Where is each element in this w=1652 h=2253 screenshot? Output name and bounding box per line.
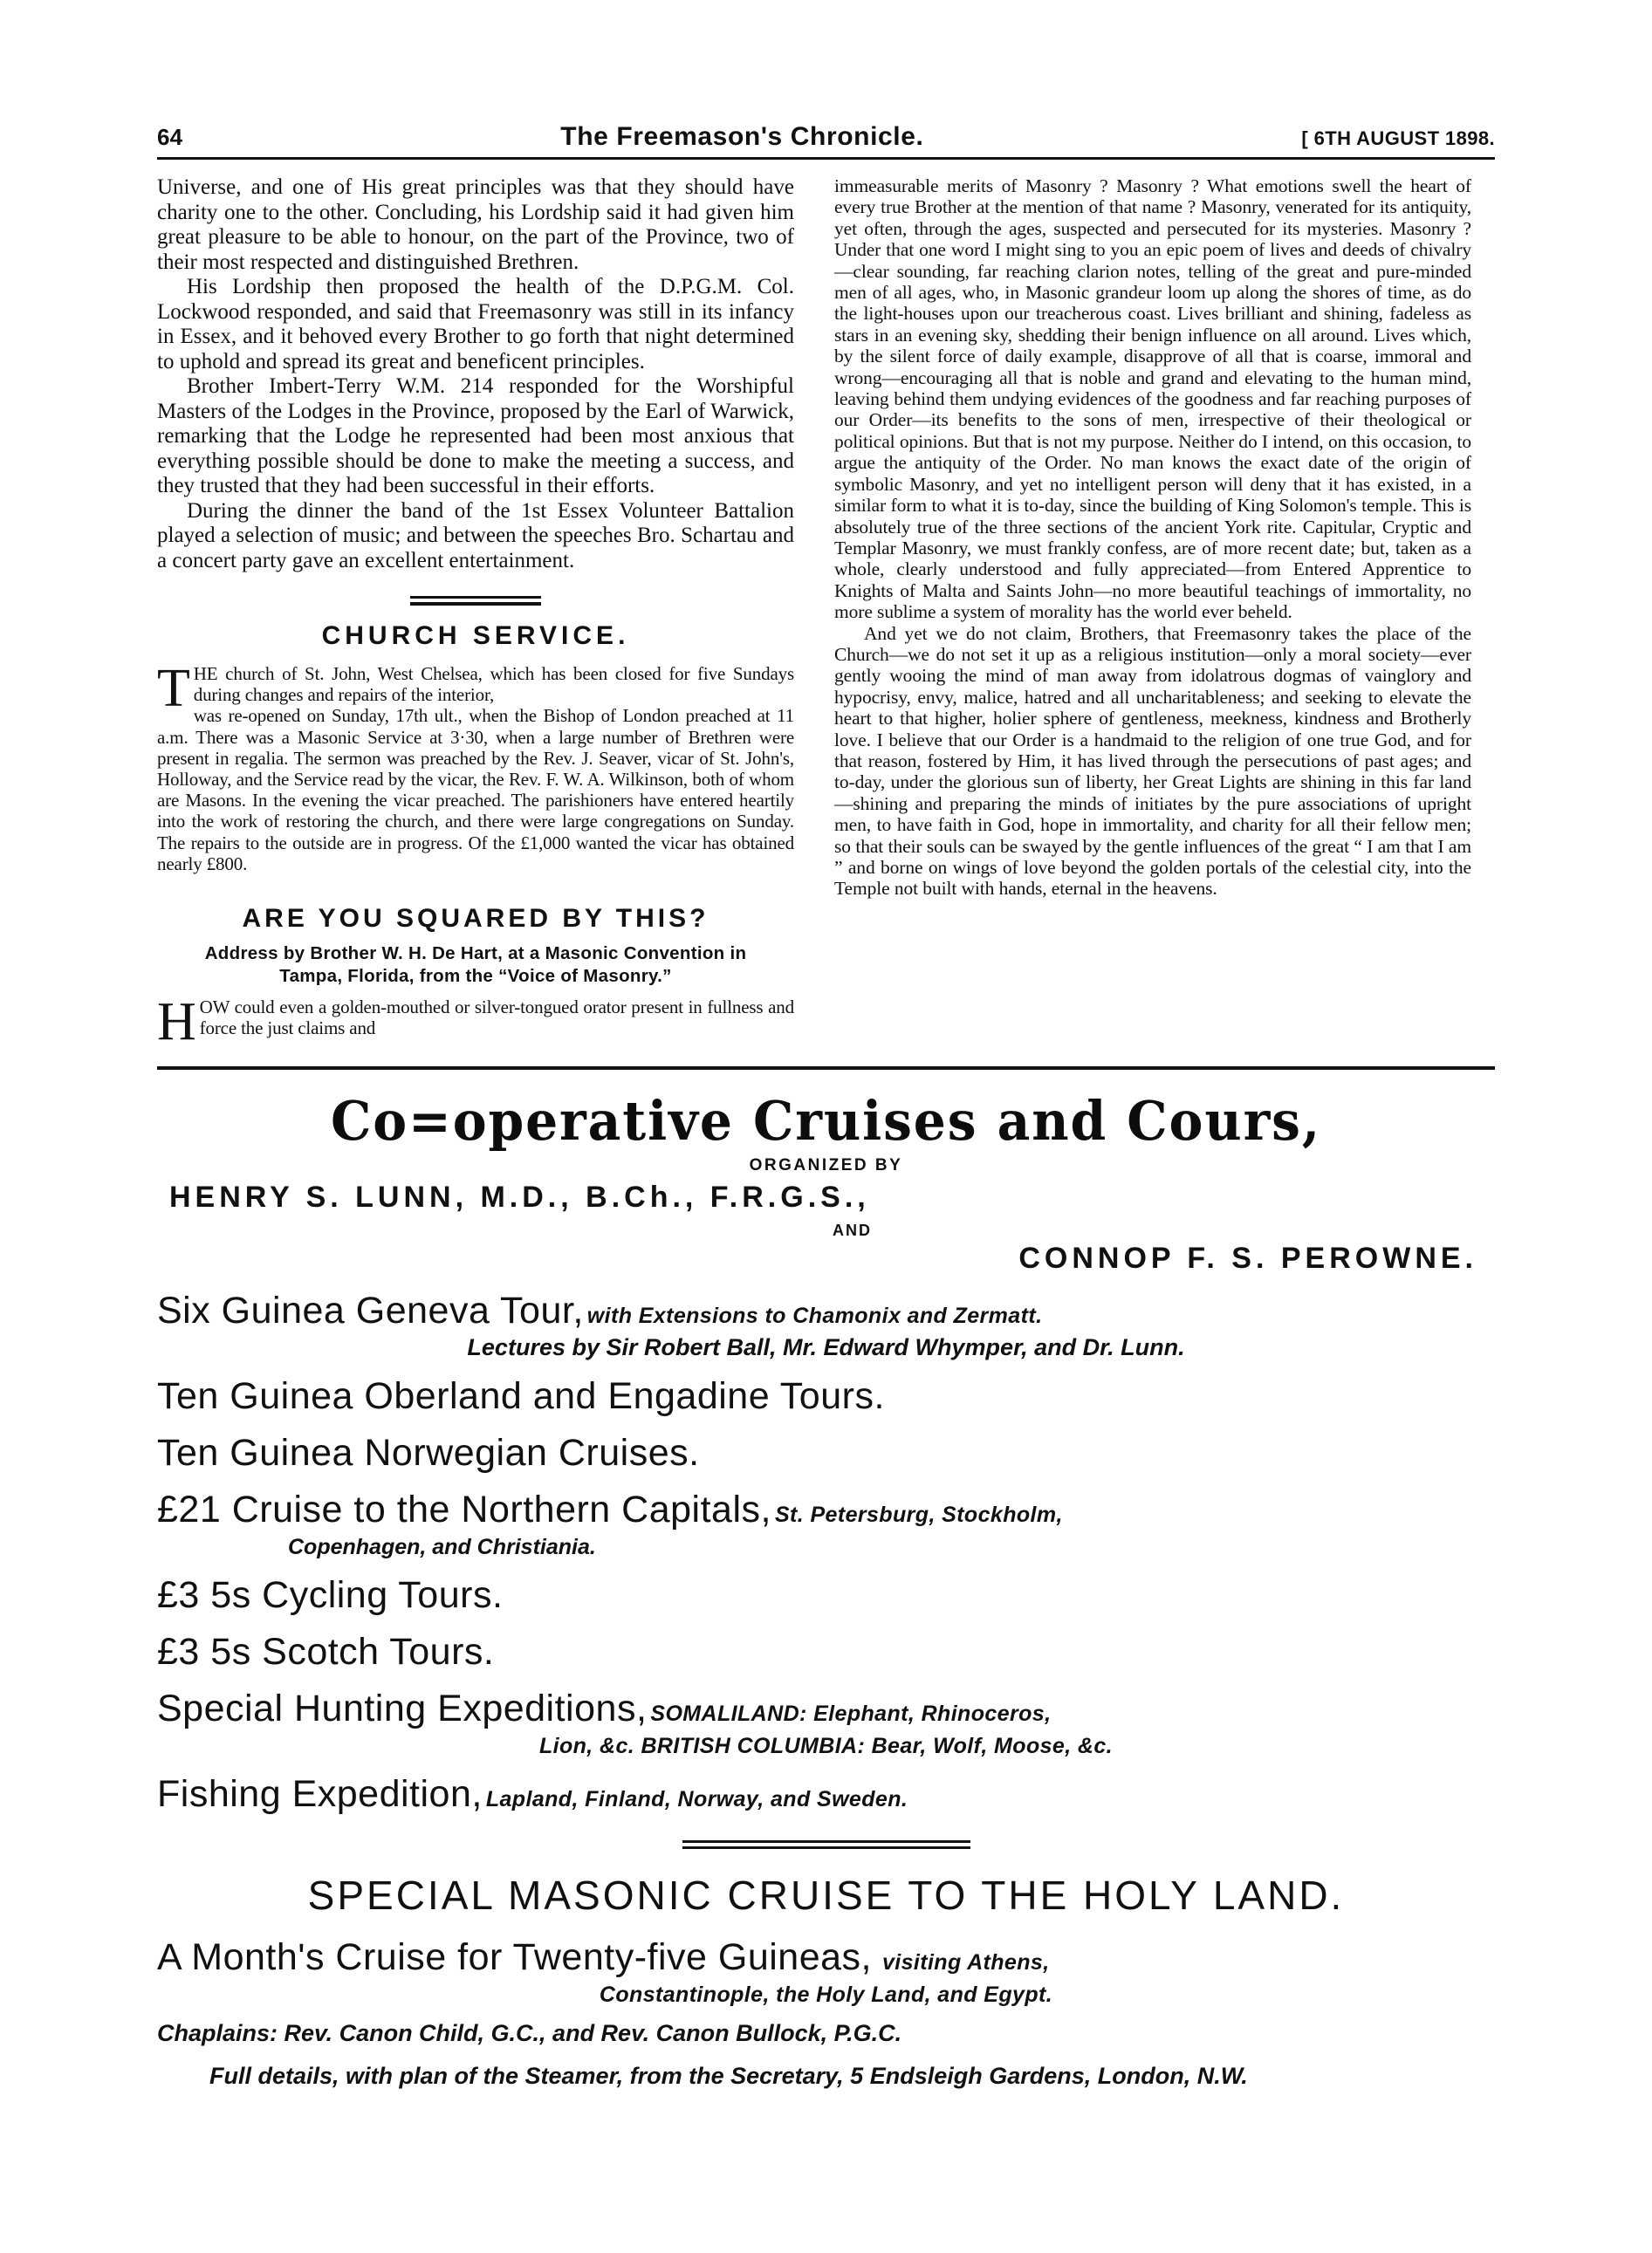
tour-subline: Lectures by Sir Robert Ball, Mr. Edward Whymper, and Dr. Lunn. (467, 1334, 1185, 1361)
tour-detail: SOMALILAND: Elephant, Rhinoceros, (650, 1702, 1052, 1727)
organizer-name-primary: HENRY S. LUNN, M.D., B.Ch., F.R.G.S., (169, 1181, 870, 1215)
body-columns (157, 175, 1495, 1052)
tour-title: Special Hunting Expeditions, (157, 1688, 648, 1730)
paragraph: Universe, and one of His great principles was that they should have charity one to the other. Concluding, his Lordship said it had given him great pleasure to be able to honour, on the part of the Province, two of their most respected and distinguished Brethren. (157, 175, 794, 274)
date-text: 6TH AUGUST 1898. (1313, 127, 1495, 149)
tour-item (157, 1688, 1495, 1759)
paragraph: And yet we do not claim, Brothers, that Freemasonry takes the place of the Church—we do not set it up as a religious institution—only a moral society—ever gently wooing the mind of man away from idolatrous dogmas of vainglory and hypocrisy, envy, malice, hatred and all uncharitableness; and seeking to elevate the heart to that higher, holier sphere of gentleness, meekness, kindness and Brotherly love. I believe that our Order is a handmaid to the religion of one true God, and for that reason, fostered by Him, it has lived through the persecutions of past ages; and to-day, under the glorious sun of liberty, her Great Lights are shining in this far land—shining and preparing the minds of initiates by the pure associations of upright men, to have faith in God, hope in immortality, and charity for all their fellow men; so that their souls can be swayed by the gentle influences of the great “ I am that I am ” and borne on wings of love beyond the golden portals of the celestial city, into the Temple not built with hands, eternal in the heavens. (834, 622, 1471, 900)
right-column (834, 175, 1471, 900)
organized-by-label: ORGANIZED BY (749, 1156, 903, 1175)
squared-body (157, 992, 794, 1052)
squared-heading: ARE YOU SQUARED BY THIS? (242, 904, 709, 934)
tour-subline: Lion, &c. BRITISH COLUMBIA: Bear, Wolf, Moose, &c. (538, 1734, 1114, 1759)
ornament-rule-bottom (410, 602, 541, 606)
tour-title: Ten Guinea Norwegian Cruises. (157, 1432, 700, 1475)
ornament-rule-top (410, 596, 541, 599)
tour-title: £3 5s Scotch Tours. (157, 1631, 495, 1674)
tour-detail: with Extensions to Chamonix and Zermatt. (586, 1304, 1043, 1329)
tour-title: Fishing Expedition, (157, 1773, 483, 1816)
tour-title: £21 Cruise to the Northern Capitals, (157, 1489, 771, 1531)
and-conjunction: AND (833, 1222, 872, 1240)
tour-item (157, 1773, 1495, 1816)
advertisement (157, 1070, 1495, 2090)
tour-item (157, 1290, 1495, 1361)
paragraph: During the dinner the band of the 1st Essex Volunteer Battalion played a selection of music; and between the speeches Bro. Schartau and a concert party gave an excellent entertainment. (157, 498, 794, 572)
advertisement-divider-ornament (682, 1840, 970, 1849)
left-column (157, 175, 794, 1052)
advertisement-title: Co=operative Cruises and Cours, (330, 1089, 1322, 1154)
tour-detail: St. Petersburg, Stockholm, (774, 1503, 1063, 1528)
tour-title: £3 5s Cycling Tours. (157, 1574, 504, 1617)
tour-detail: Lapland, Finland, Norway, and Sweden. (485, 1787, 908, 1812)
running-head (157, 122, 1495, 152)
paragraph-with-dropcap (157, 659, 794, 718)
ornament-rule-bottom (682, 1846, 970, 1849)
ornament-rule-top (682, 1840, 970, 1843)
drop-cap: T (157, 659, 190, 718)
byline-line-2: Tampa, Florida, from the “Voice of Masonry.” (279, 966, 672, 987)
paragraph-with-dropcap (157, 992, 794, 1052)
header-rule (157, 157, 1495, 160)
squared-byline (157, 942, 794, 988)
tour-item (157, 1432, 1495, 1475)
tour-item (157, 1574, 1495, 1617)
church-service-body (157, 659, 794, 874)
paragraph: Brother Imbert-Terry W.M. 214 responded for the Worshipful Masters of the Lodges in the Province, proposed by the Earl of Warwick, remarking that the Lodge he represented had been most anxious that everything possible should be done to make the meeting a success, and they trusted that they had been successful in their efforts. (157, 374, 794, 497)
church-service-heading: CHURCH SERVICE. (321, 621, 630, 650)
holy-land-offer-subline: Constantinople, the Holy Land, and Egypt. (599, 1983, 1053, 2008)
tour-item (157, 1375, 1495, 1418)
tour-title: Six Guinea Geneva Tour, (157, 1290, 584, 1332)
paragraph-opening: OW could even a golden-mouthed or silver-tongued orator present in fullness and force the just claims and (199, 996, 794, 1039)
organizer-name-secondary: CONNOP F. S. PEROWNE. (1018, 1242, 1477, 1276)
page-folio: 64 (157, 124, 183, 150)
chaplains-line: Chaplains: Rev. Canon Child, G.C., and Rev. Canon Bullock, P.G.C. (157, 2020, 902, 2047)
issue-date (1301, 127, 1495, 150)
tour-title: Ten Guinea Oberland and Engadine Tours. (157, 1375, 885, 1418)
paragraph: was re-opened on Sunday, 17th ult., when the Bishop of London preached at 11 a.m. There was a Masonic Service at 3·30, when a large number of Brethren were present in regalia. The sermon was preached by the Rev. J. Seaver, vicar of St. John's, Holloway, and the Service read by the vicar, the Rev. F. W. A. Wilkinson, both of whom are Masons. In the evening the vicar preached. The parishioners have entered heartily into the work of restoring the church, and there were large congregations on Sunday. The repairs to the outside are in progress. Of the £1,000 wanted the vicar has obtained nearly £800. (157, 705, 794, 874)
tour-item (157, 1489, 1495, 1560)
holy-land-offer (157, 1936, 1495, 2008)
byline-line-1: Address by Brother W. H. De Hart, at a Masonic Convention in (204, 943, 747, 964)
tour-item (157, 1631, 1495, 1674)
paragraph-opening: HE church of St. John, West Chelsea, which has been closed for five Sundays during changes and repairs of the interior, (193, 663, 794, 706)
paragraph: immeasurable merits of Masonry ? Masonry ? What emotions swell the heart of every true Brother at the mention of that name ? Masonry, venerated for its antiquity, yet often, through the ages, suspected and persecuted for its mysteries. Masonry ? Under that one word I might sing to you an epic poem of lives and deeds of chivalry—clear sounding, far reaching clarion notes, telling of the great and pure-minded men of all ages, who, in Masonic grandeur loom up along the shores of time, as do the light-houses upon our treacherous coast. Lives brilliant and shining, fadeless as stars in an evening sky, shedding their benign influence on all around. Lives which, by the silent force of daily example, disapprove of all that is coarse, immoral and wrong—encouraging all that is noble and grand and elevating to the human mind, leaving behind them undying evidences of the goodness and far reaching purposes of our Order—its benefits to the sons of men, irrespective of their theological or political opinions. But that is not my purpose. Neither do I intend, on this occasion, to argue the antiquity of the Order. No man knows the exact date of the origin of symbolic Masonry, and yet no intelligent person will deny that it has existed, in a similar form to what it is to-day, since the building of King Solomon's temple. This is absolutely true of the three sections of the ancient York rite. Capitular, Cryptic and Templar Masonry, we must frankly confess, are of more recent date; but, taken as a whole, clearly understood and fully appreciated—from Entered Apprentice to Knights of Malta and Saints John—no more beautiful teachings of immortality, no more sublime a system of morality has the world ever beheld. (834, 175, 1471, 623)
holy-land-offer-detail: visiting Athens, (881, 1950, 1050, 1976)
tour-subline: Copenhagen, and Christiania. (288, 1535, 596, 1560)
date-bracket: [ (1301, 127, 1309, 149)
drop-cap: H (157, 992, 196, 1052)
holy-land-heading: SPECIAL MASONIC CRUISE TO THE HOLY LAND. (307, 1873, 1345, 1919)
publication-title: The Freemason's Chronicle. (560, 122, 924, 151)
paragraph: His Lordship then proposed the health of the D.P.G.M. Col. Lockwood responded, and said that Freemasonry was still in its infancy in Essex, and it behoved every Brother to go forth that night determined to uphold and spread its great and beneficent principles. (157, 275, 794, 373)
holy-land-offer-title: A Month's Cruise for Twenty-five Guineas, (157, 1936, 872, 1979)
full-details-line: Full details, with plan of the Steamer, from the Secretary, 5 Endsleigh Gardens, London, N.W. (209, 2063, 1248, 2090)
section-ornament (410, 596, 541, 606)
